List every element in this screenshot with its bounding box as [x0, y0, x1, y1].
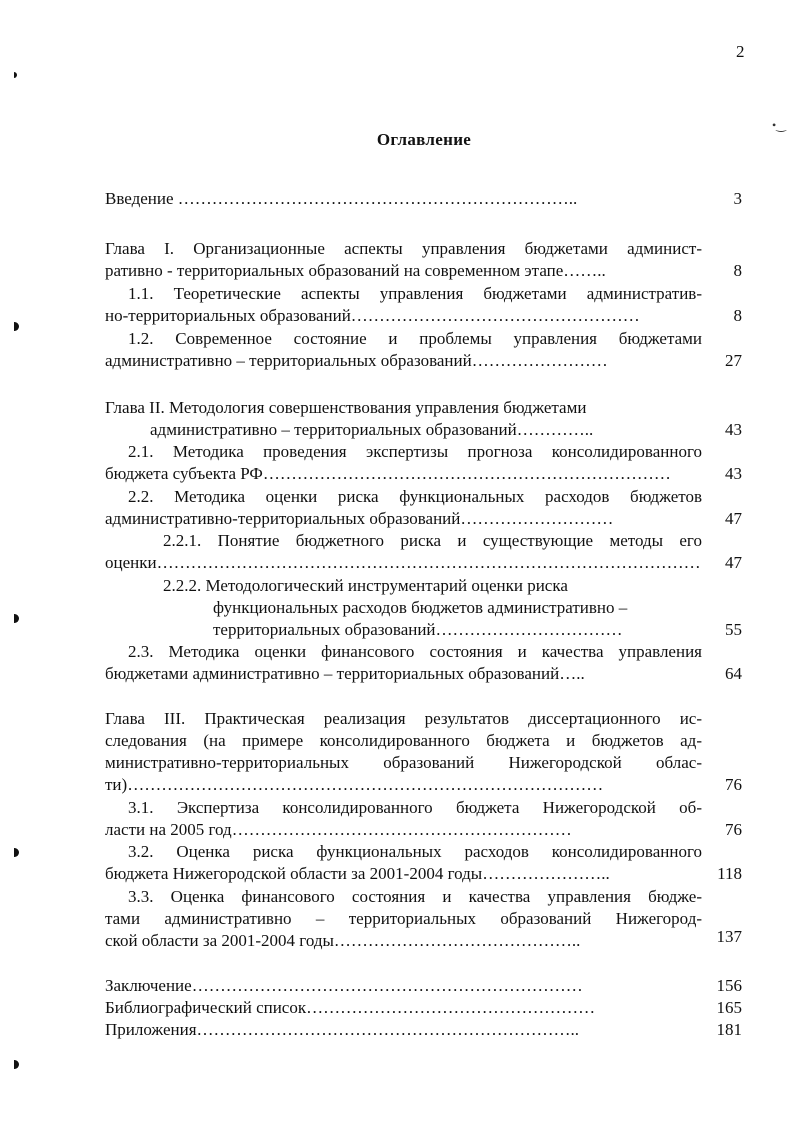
toc-section-2-2-line-1: 2.2. Методика оценки риска функциональных расходов бюджетов [128, 487, 702, 506]
scan-speck: •‿ [772, 118, 786, 132]
toc-section-1-2-line-2: административно – территориальных образований…………………… [105, 351, 608, 370]
toc-chapter-1-page: 8 [733, 261, 742, 280]
toc-section-2-3-page: 64 [725, 664, 742, 683]
toc-section-1-1-line-2: но-территориальных образований…………………………………………… [105, 306, 640, 325]
toc-section-3-1-page: 76 [725, 820, 742, 839]
toc-section-2-2-line-2: административно-территориальных образований……………………… [105, 509, 614, 528]
toc-chapter-3-page: 76 [725, 775, 742, 794]
toc-chapter-3-line-2: следования (на примере консолидированного бюджета и бюджетов ад- [105, 731, 702, 750]
toc-section-1-2-line-1: 1.2. Современное состояние и проблемы управления бюджетами [128, 329, 702, 348]
binding-mark [14, 1060, 19, 1069]
toc-chapter-2-line-1: Глава II. Методология совершенствования управления бюджетами [105, 398, 587, 417]
toc-section-2-2-2-line-2: функциональных расходов бюджетов административно – [213, 598, 628, 617]
toc-chapter-3-line-4: ти)………………………………………………………………………… [105, 775, 604, 794]
page-number: 2 [736, 42, 745, 61]
toc-section-1-2-page: 27 [725, 351, 742, 370]
toc-section-2-2-1-line-2: оценки…………………………………………………………………………………… [105, 553, 701, 572]
toc-section-3-2-line-2: бюджета Нижегородской области за 2001-2004 годы………………….. [105, 864, 610, 883]
page-title: Оглавление [376, 130, 472, 149]
binding-mark [14, 72, 17, 78]
toc-appendices-page: 181 [716, 1020, 742, 1039]
toc-appendices: Приложения………………………………………………………….. [105, 1020, 580, 1039]
toc-section-3-1-line-2: ласти на 2005 год…………………………………………………… [105, 820, 572, 839]
toc-section-3-2-page: 118 [717, 864, 742, 883]
toc-section-3-3-page: 137 [716, 927, 742, 946]
toc-section-3-3-line-2: тами административно – территориальных образований Нижегород- [105, 909, 702, 928]
toc-introduction: Введение …………………………………………………………….. [105, 189, 578, 208]
toc-conclusion-page: 156 [716, 976, 742, 995]
toc-bibliography: Библиографический список…………………………………………… [105, 998, 596, 1017]
toc-section-1-1-page: 8 [733, 306, 742, 325]
binding-mark [14, 848, 19, 857]
toc-conclusion: Заключение…………………………………………………………… [105, 976, 583, 995]
toc-section-2-1-line-2: бюджета субъекта РФ……………………………………………………………… [105, 464, 671, 483]
toc-section-3-3-line-3: ской области за 2001-2004 годы…………………………………….. [105, 931, 581, 950]
toc-section-2-2-page: 47 [725, 509, 742, 528]
toc-section-3-1-line-1: 3.1. Экспертиза консолидированного бюджета Нижегородской об- [128, 798, 702, 817]
toc-section-2-2-2-line-1: 2.2.2. Методологический инструментарий оценки риска [163, 576, 568, 595]
binding-mark [14, 322, 19, 331]
toc-chapter-3-line-1: Глава III. Практическая реализация результатов диссертационного ис- [105, 709, 702, 728]
toc-chapter-1-line-2: ративно - территориальных образований на современном этапе…….. [105, 261, 606, 280]
toc-chapter-2-page: 43 [725, 420, 742, 439]
toc-chapter-3-line-3: министративно-территориальных образований Нижегородской облас- [105, 753, 702, 772]
toc-introduction-page: 3 [733, 189, 742, 208]
toc-section-2-3-line-2: бюджетами административно – территориальных образований….. [105, 664, 585, 683]
toc-section-2-3-line-1: 2.3. Методика оценки финансового состояния и качества управления [128, 642, 702, 661]
toc-section-3-3-line-1: 3.3. Оценка финансового состояния и качества управления бюдже- [128, 887, 702, 906]
toc-section-2-2-2-page: 55 [725, 620, 742, 639]
toc-chapter-1-line-1: Глава I. Организационные аспекты управления бюджетами админист- [105, 239, 702, 258]
toc-section-2-1-line-1: 2.1. Методика проведения экспертизы прогноза консолидированного [128, 442, 702, 461]
toc-chapter-2-line-2: административно – территориальных образований………….. [150, 420, 594, 439]
toc-section-3-2-line-1: 3.2. Оценка риска функциональных расходов консолидированного [128, 842, 702, 861]
binding-mark [14, 614, 19, 623]
toc-section-2-1-page: 43 [725, 464, 742, 483]
toc-section-1-1-line-1: 1.1. Теоретические аспекты управления бюджетами административ- [128, 284, 702, 303]
toc-section-2-2-1-page: 47 [725, 553, 742, 572]
toc-section-2-2-2-line-3: территориальных образований…………………………… [213, 620, 623, 639]
toc-section-2-2-1-line-1: 2.2.1. Понятие бюджетного риска и существующие методы его [163, 531, 702, 550]
toc-bibliography-page: 165 [716, 998, 742, 1017]
